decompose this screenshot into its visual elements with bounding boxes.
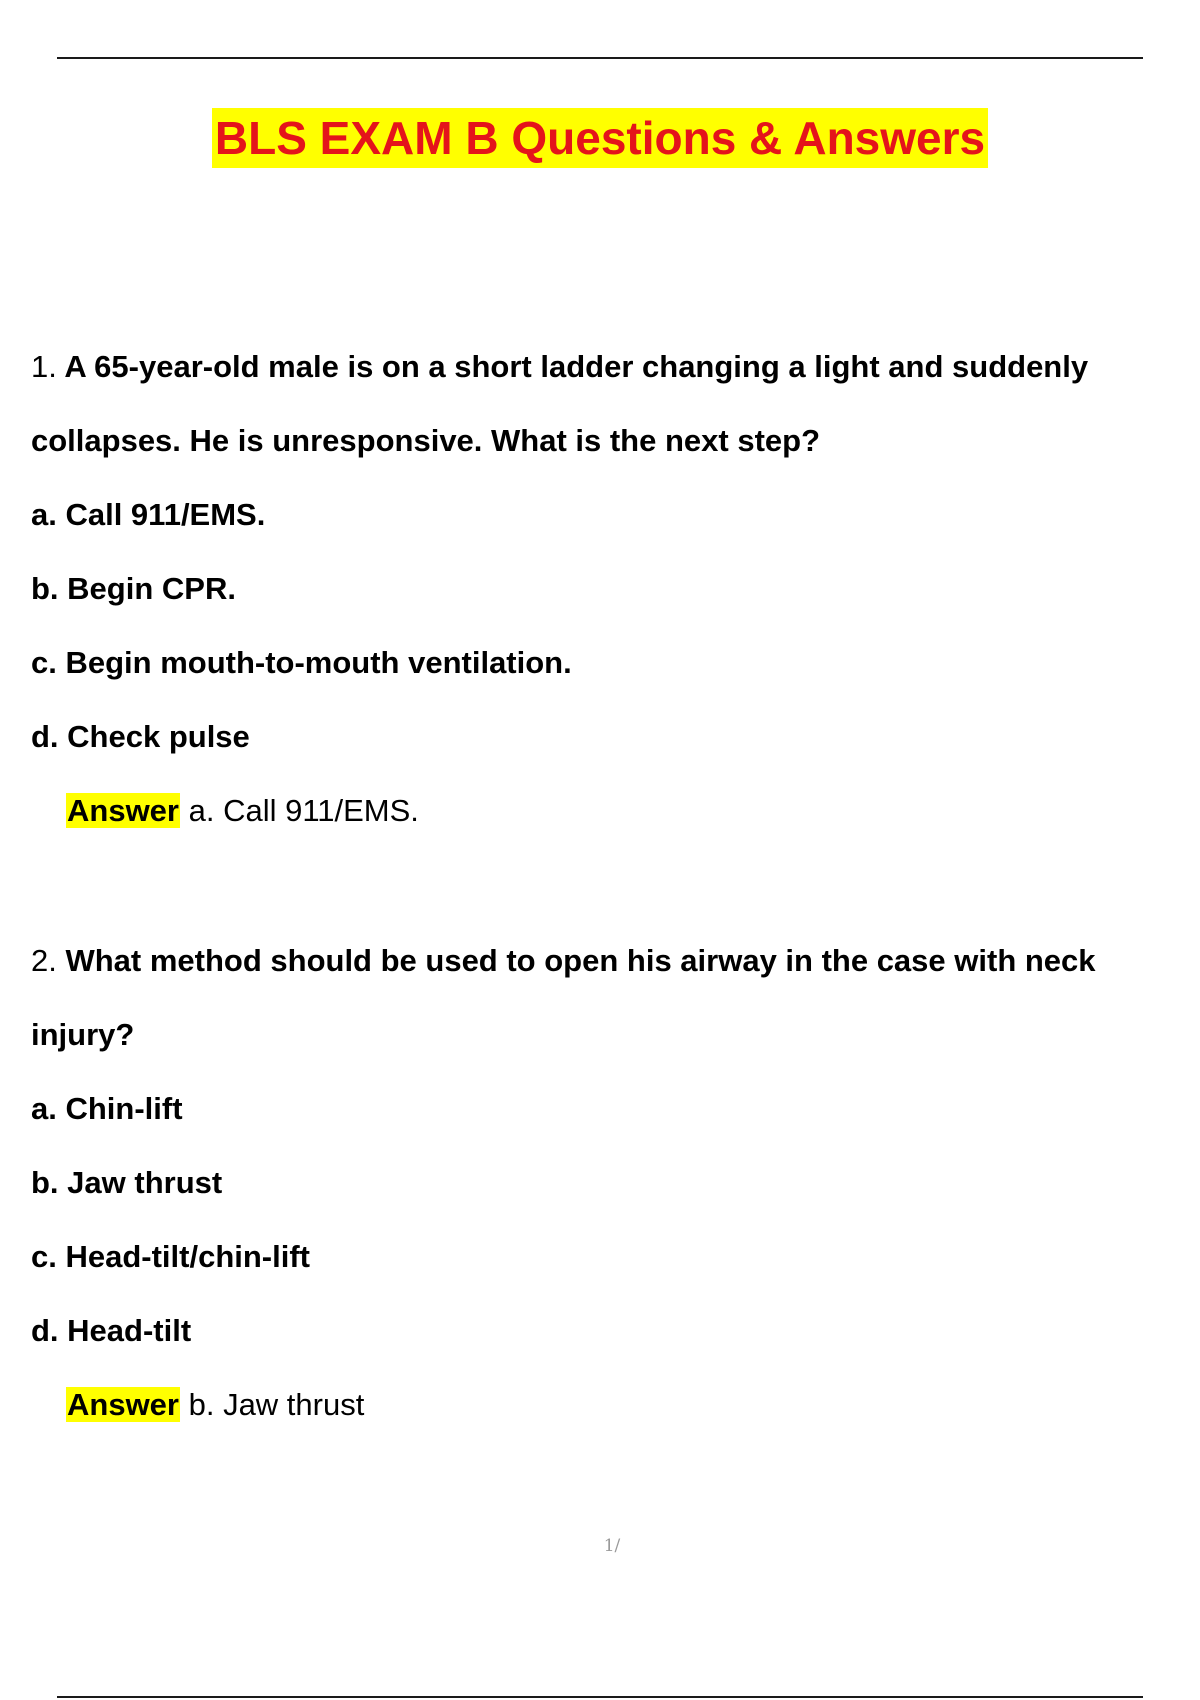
option-b: b. Jaw thrust: [31, 1165, 223, 1200]
question-stem-line-2: collapses. He is unresponsive. What is the next step?: [31, 423, 821, 458]
option-d: d. Check pulse: [31, 719, 250, 754]
question-stem-text: A 65-year-old male is on a short ladder changing a light and suddenly: [56, 349, 1089, 384]
question-number: 2.: [31, 943, 57, 978]
answer-label: Answer: [67, 793, 179, 828]
option-d: d. Head-tilt: [31, 1313, 192, 1348]
answer-line: [31, 774, 1171, 848]
question-stem-text: What method should be used to open his airway in the case with neck: [56, 943, 1096, 978]
title-container: [0, 108, 1200, 168]
answer-label: Answer: [67, 1387, 179, 1422]
question-stem-line-2: injury?: [31, 1017, 135, 1052]
question-number: 1.: [31, 349, 57, 384]
question-1: [31, 330, 1171, 848]
option-b: b. Begin CPR.: [31, 571, 236, 606]
option-c: c. Begin mouth-to-mouth ventilation.: [31, 645, 572, 680]
question-stem-line-1: [31, 330, 1171, 404]
question-2: [31, 924, 1171, 1442]
question-stem-line-1: [31, 924, 1171, 998]
option-a: a. Call 911/EMS.: [31, 497, 266, 532]
option-a: a. Chin-lift: [31, 1091, 183, 1126]
answer-text: a. Call 911/EMS.: [179, 793, 419, 828]
answer-line: [31, 1368, 1171, 1442]
top-divider: [57, 57, 1143, 59]
page-title: BLS EXAM B Questions & Answers: [212, 108, 988, 168]
page-number: 1/: [603, 1536, 621, 1556]
answer-text: b. Jaw thrust: [179, 1387, 365, 1422]
bottom-divider: [57, 1696, 1143, 1698]
option-c: c. Head-tilt/chin-lift: [31, 1239, 310, 1274]
